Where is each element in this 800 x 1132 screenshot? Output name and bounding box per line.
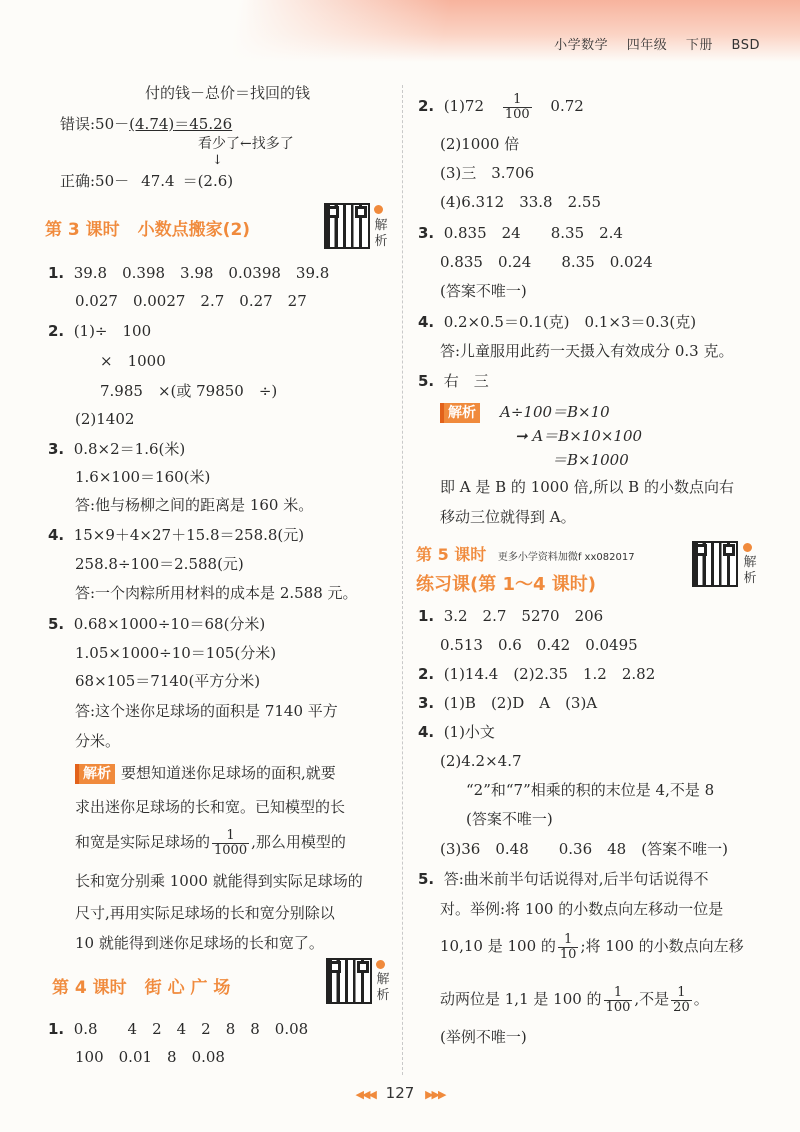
l3-q3-line3: 答:他与杨柳之间的距离是 160 米。 xyxy=(75,496,314,514)
play-icon xyxy=(374,205,383,214)
play-icon xyxy=(743,543,752,552)
qr-code-icon[interactable] xyxy=(324,203,370,249)
l3-q4-line3: 答:一个肉粽所用材料的成本是 2.588 元。 xyxy=(75,584,358,602)
l3-analysis-line1: 解析 要想知道迷你足球场的面积,就要 xyxy=(75,762,336,784)
lesson5-title: 第 5 课时 更多小学资料加微f xx082017 xyxy=(416,545,635,564)
promo-note: 更多小学资料加微f xx082017 xyxy=(497,552,635,563)
l3-q5-line5: 分米。 xyxy=(75,732,121,750)
r-q4-line1: 4. 0.2×0.5＝0.1(克) 0.1×3＝0.3(克) xyxy=(418,313,697,331)
l3-q2-line1: 2. (1)÷ 100 xyxy=(48,322,152,340)
l3-analysis-line2: 求出迷你足球场的长和宽。已知模型的长 xyxy=(75,798,346,816)
intro-formula: 付的钱－总价＝找回的钱 xyxy=(145,84,311,102)
l3-q4-line1: 4. 15×9＋4×27＋15.8＝258.8(元) xyxy=(48,526,305,544)
page-footer xyxy=(0,1084,800,1102)
l4-q1-line2: 100 0.01 8 0.08 xyxy=(75,1048,225,1066)
fraction: $\frac{1}{100}$ xyxy=(605,984,631,1015)
prev-arrows-icon: ◀◀◀ xyxy=(355,1088,375,1101)
page-number: 127 xyxy=(385,1084,415,1102)
l3-q1-line2: 0.027 0.0027 2.7 0.27 27 xyxy=(75,292,307,310)
l3-q1-line1: 1. 39.8 0.398 3.98 0.0398 39.8 xyxy=(48,264,330,282)
lesson5-subtitle: 练习课(第 1～4 课时) xyxy=(416,574,597,595)
l3-q5-line4: 答:这个迷你足球场的面积是 7140 平方 xyxy=(75,702,338,720)
qr-label: 解析 xyxy=(376,972,390,1003)
qr-code-icon[interactable] xyxy=(326,958,372,1004)
r-q2-line4: (4)6.312 33.8 2.55 xyxy=(440,193,601,211)
l5-q1-line2: 0.513 0.6 0.42 0.0495 xyxy=(440,636,638,654)
l5-q1-line1: 1. 3.2 2.7 5270 206 xyxy=(418,607,604,625)
intro-wrong: 错误:50－(4.74)＝45.26 xyxy=(60,115,233,133)
r-q3-line1: 3. 0.835 24 8.35 2.4 xyxy=(418,224,623,242)
r-q5-analysis1: 解析 A÷100＝B×10 xyxy=(440,401,610,423)
l3-q2-line3: 7.985 ×(或 79850 ÷) xyxy=(100,382,278,400)
r-q5-analysis5: 移动三位就得到 A。 xyxy=(440,508,576,526)
down-arrow-icon: ↓ xyxy=(212,153,223,168)
intro-right: 正确:50－ 47.4 ＝(2.6) xyxy=(60,172,234,190)
r-q5-analysis4: 即 A 是 B 的 1000 倍,所以 B 的小数点向右 xyxy=(440,478,734,496)
fraction: $\frac{1}{10}$ xyxy=(559,931,577,962)
l5-q3-line1: 3. (1)B (2)D A (3)A xyxy=(418,694,598,712)
l5-q5-line4: 动两位是 1,1 是 100 的 $\frac{1}{100}$ ,不是 $\frac{1}{20}$ 。 xyxy=(440,984,709,1015)
lesson4-title: 第 4 课时 街 心 广 场 xyxy=(52,978,231,998)
l5-q5-line5: (举例不唯一) xyxy=(440,1028,527,1046)
r-q2-line3: (3)三 3.706 xyxy=(440,164,535,182)
r-q3-line2: 0.835 0.24 8.35 0.024 xyxy=(440,253,653,271)
r-q5-line1: 5. 右 三 xyxy=(418,372,489,390)
l3-q5-line2: 1.05×1000÷10＝105(分米) xyxy=(75,644,277,662)
l3-q5-line3: 68×105＝7140(平方分米) xyxy=(75,672,261,690)
qr-code-icon[interactable] xyxy=(692,541,738,587)
l5-q4-line2: (2)4.2×4.7 xyxy=(440,752,522,770)
fraction: $\frac{1}{1000}$ xyxy=(214,827,248,858)
l4-q1-line1: 1. 0.8 4 2 4 2 8 8 0.08 xyxy=(48,1020,309,1038)
l3-analysis-line6: 10 就能得到迷你足球场的长和宽了。 xyxy=(75,934,324,952)
r-q3-line3: (答案不唯一) xyxy=(440,282,527,300)
l5-q4-line1: 4. (1)小文 xyxy=(418,723,495,741)
l5-q5-line2: 对。举例:将 100 的小数点向左移动一位是 xyxy=(440,900,724,918)
analysis-tag: 解析 xyxy=(440,403,480,423)
l3-analysis-line3: 和宽是实际足球场的 $\frac{1}{1000}$ ,那么用模型的 xyxy=(75,827,346,858)
l3-q3-line2: 1.6×100＝160(米) xyxy=(75,468,211,486)
r-q2-line2: (2)1000 倍 xyxy=(440,135,520,153)
qr-label: 解析 xyxy=(743,555,757,586)
fraction: $\frac{1}{100}$ xyxy=(504,91,530,122)
play-icon xyxy=(376,960,385,969)
column-divider xyxy=(402,85,403,1075)
header-subject: 小学数学 xyxy=(554,38,609,53)
qr-label: 解析 xyxy=(374,218,388,249)
l5-q5-line3: 10,10 是 100 的 $\frac{1}{10}$ ;将 100 的小数点向左移 xyxy=(440,931,744,962)
l5-q5-line1: 5. 答:曲米前半句话说得对,后半句话说得不 xyxy=(418,870,709,888)
r-q2-line1: 2. (1)72 $\frac{1}{100}$ 0.72 xyxy=(418,91,584,122)
page-header xyxy=(540,34,760,53)
l5-q4-line5: (3)36 0.48 0.36 48 (答案不唯一) xyxy=(440,840,728,858)
r-q5-analysis3: ＝B×1000 xyxy=(552,451,629,469)
l3-analysis-line5: 尺寸,再用实际足球场的长和宽分别除以 xyxy=(75,904,335,922)
l5-q2-line1: 2. (1)14.4 (2)2.35 1.2 2.82 xyxy=(418,665,656,683)
next-arrows-icon: ▶▶▶ xyxy=(425,1088,445,1101)
r-q5-analysis2: ➞ A＝B×10×100 xyxy=(515,427,643,445)
analysis-tag: 解析 xyxy=(75,764,115,784)
l3-analysis-line4: 长和宽分别乘 1000 就能得到实际足球场的 xyxy=(75,872,363,890)
header-edition: BSD xyxy=(731,38,760,53)
l3-q3-line1: 3. 0.8×2＝1.6(米) xyxy=(48,440,186,458)
l3-q4-line2: 258.8÷100＝2.588(元) xyxy=(75,555,244,573)
l3-q2-line2: × 1000 xyxy=(100,352,166,370)
header-volume: 下册 xyxy=(685,38,713,53)
header-grade: 四年级 xyxy=(626,38,668,53)
l3-q5-line1: 5. 0.68×1000÷10＝68(分米) xyxy=(48,615,266,633)
l3-q2-line4: (2)1402 xyxy=(75,410,135,428)
lesson3-title: 第 3 课时 小数点搬家(2) xyxy=(45,220,251,240)
r-q4-line2: 答:儿童服用此药一天摄入有效成分 0.3 克。 xyxy=(440,342,734,360)
l5-q4-line4: (答案不唯一) xyxy=(466,810,553,828)
fraction: $\frac{1}{20}$ xyxy=(673,984,690,1015)
l5-q4-line3: “2”和“7”相乘的积的末位是 4,不是 8 xyxy=(466,781,715,799)
intro-note: 看少了←找多了 xyxy=(198,136,294,152)
